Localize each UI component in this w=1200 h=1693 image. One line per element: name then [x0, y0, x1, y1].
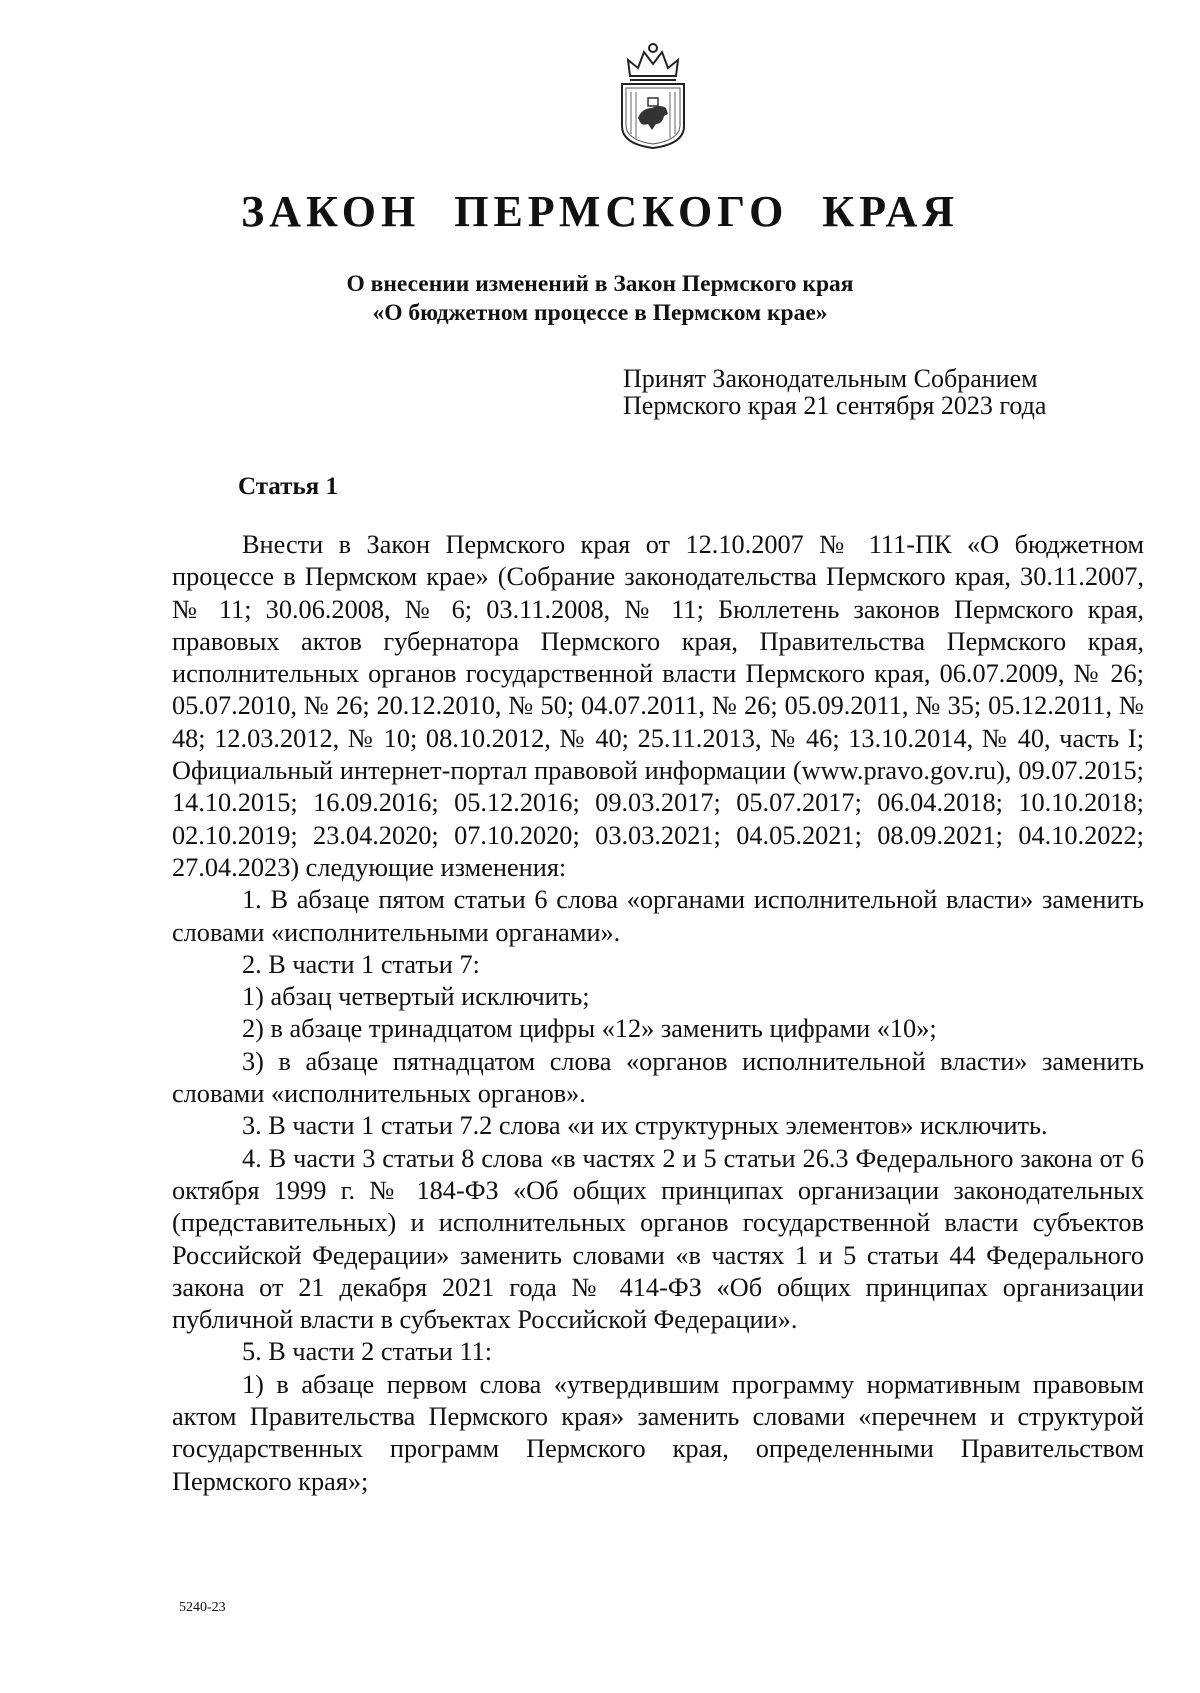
paragraph: 5. В части 2 статьи 11:	[242, 1337, 493, 1367]
paragraph: Внести в Закон Пермского края от 12.10.2007 № 111-ПК «О бюджетном процессе в Пермском крае» (Собрание законодательства Пермского края, 30.11.2007, № 11; 30.06.2008, № 6; 03.11.2008, № 11; Бюллетень законов Пермского края, правовых актов губернатора Пермского края, Правительства Пермского края, исполнительных органов государственной власти Пермского края, 06.07.2009, № 26; 05.07.2010, № 26; 20.12.2010, № 50; 04.07.2011, № 26; 05.09.2011, № 35; 05.12.2011, № 48; 12.03.2012, № 10; 08.10.2012, № 40; 25.11.2013, № 46; 13.10.2014, № 40, часть I; Официальный интернет-портал правовой информации (www.pravo.gov.ru), 09.07.2015; 14.10.2015; 16.09.2016; 05.12.2016; 09.03.2017; 05.07.2017; 06.04.2018; 10.10.2018; 02.10.2019; 23.04.2020; 07.10.2020; 03.03.2021; 04.05.2021; 08.09.2021; 04.10.2022; 27.04.2023) следующие изменения:	[172, 530, 1144, 882]
article-heading: Статья 1	[238, 473, 338, 500]
paragraph: 1. В абзаце пятом статьи 6 слова «органами исполнительной власти» заменить словами «исполнительными органами».	[172, 885, 1144, 947]
adoption-line-1: Принят Законодательным Собранием	[623, 364, 1038, 393]
paragraph: 1) в абзаце первом слова «утвердившим программу нормативным правовым актом Правительства Пермского края» заменить словами «перечнем и структурой государственных программ Пермского края, определенными Правительством Пермского края»;	[172, 1369, 1144, 1496]
subtitle-line-1: О внесении изменений в Закон Пермского края	[346, 271, 854, 297]
paragraph: 2) в абзаце тринадцатом цифры «12» заменить цифрами «10»;	[242, 1014, 937, 1044]
paragraph: 1) абзац четвертый исключить;	[242, 982, 590, 1012]
perm-krai-coat-of-arms-icon	[616, 38, 690, 150]
paragraph: 3. В части 1 статьи 7.2 слова «и их структурных элементов» исключить.	[242, 1111, 1048, 1141]
document-subtitle	[0, 270, 1200, 328]
adoption-line-2: Пермского края 21 сентября 2023 года	[623, 391, 1047, 420]
document-title: ЗАКОН ПЕРМСКОГО КРАЯ	[240, 187, 960, 236]
paragraph: 4. В части 3 статьи 8 слова «в частях 2 и 5 статьи 26.3 Федерального закона от 6 октября 1999 г. № 184-ФЗ «Об общих принципах организации законодательных (представительных) и исполнительных органов государственной власти субъектов Российской Федерации» заменить словами «в частях 1 и 5 статьи 44 Федерального закона от 21 декабря 2021 года № 414-ФЗ «Об общих принципах организации публичной власти в субъектах Российской Федерации».	[172, 1143, 1144, 1335]
paragraph: 3) в абзаце пятнадцатом слова «органов исполнительной власти» заменить словами «исполнительных органов».	[172, 1046, 1144, 1109]
adoption-note	[623, 365, 1046, 419]
subtitle-line-2: «О бюджетном процессе в Пермском крае»	[372, 300, 828, 326]
article-body	[172, 529, 1144, 1498]
document-number: 5240-23	[179, 1600, 226, 1615]
paragraph: 2. В части 1 статьи 7:	[242, 949, 480, 979]
